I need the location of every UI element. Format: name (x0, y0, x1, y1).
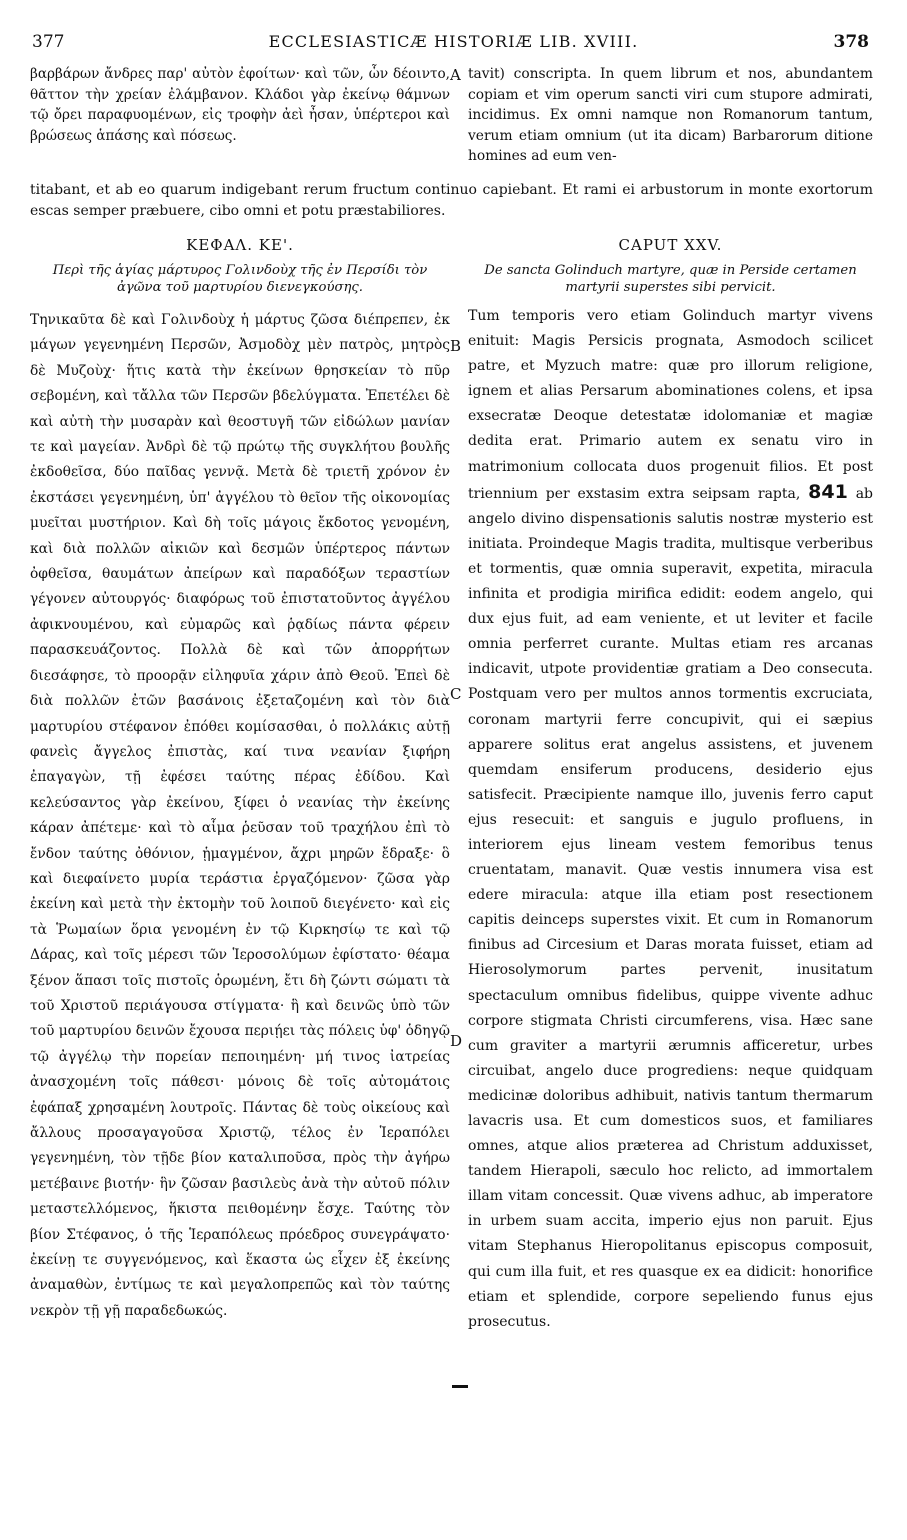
greek-top-paragraph: βαρβάρων ἄνδρες παρ' αὐτὸν ἐφοίτων· καὶ τῶν, ὧν δέοιντο, θᾶττον τὴν χρείαν ἐλάμβανον. Κλάδοι γὰρ ἐκείνῳ θάμνων τῷ ὄρει παραφυομένων, εἰς τροφὴν ἀεὶ ἦσαν, ὑπέρτεροι καὶ βρώσεως ἁπάσης καὶ πόσεως. (30, 66, 450, 144)
running-header (0, 32, 907, 56)
greek-body-paragraph: Τηνικαῦτα δὲ καὶ Γολινδοὺχ ἡ μάρτυς ζῶσα διέπρεπεν, ἐκ μάγων γεγενημένη Περσῶν, Ἀσμοδὸχ μὲν πατρὸς, μητρὸς δὲ Μυζοὺχ· ἥτις κατὰ τὴν ἐκείνων θρησκείαν τὸ πῦρ σεβομένη, καὶ τἄλλα τῶν Περσῶν βδελύγματα. Ἐπετέλει δὲ καὶ αὐτὴ τὴν μυσαρὰν καὶ θεοστυγῆ τῶν εἰδώλων μανίαν τε καὶ μαγείαν. Ἀνδρὶ δὲ τῷ πρώτῳ τῆς συγκλήτου βουλῆς ἐκδοθεῖσα, δύο παῖδας γεννᾷ. Μετὰ δὲ τριετῆ χρόνον ἐν ἐκστάσει γεγενημένη, ὑπ' ἀγγέλου τὸ θεῖον τῆς οἰκονομίας μυεῖται μυστήριον. Καὶ δὴ τοῖς μάγοις ἔκδοτος γενομένη, καὶ διὰ πολλῶν αἰκιῶν καὶ δεσμῶν ὑπέρτερος πάντων ὀφθεῖσα, θαυμάτων ἀπείρων καὶ παραδόξων τεραστίων γέγονεν αὐτουργός· διαφόρως τοῦ ἐπιστατοῦντος ἀγγέλου ἀφικνουμένου, καὶ εὐμαρῶς καὶ ῥᾳδίως πάντα φέρειν παρασκευάζοντος. Πολλὰ δὲ καὶ τῶν ἀπορρήτων διεσάφησε, τὸ προορᾷν εἰληφυῖα χάριν ἀπὸ Θεοῦ. Ἐπεὶ δὲ διὰ πολλῶν ἐτῶν βασάνοις ἐξεταζομένη καὶ τὸν διὰ μαρτυρίου στέφανον ἐπόθει κομίσασθαι, ὁ πολλάκις αὐτῇ φανεὶς ἄγγελος ἐπιστὰς, καί τινα νεανίαν ξιφήρη ἐπαγαγὼν, τῇ ἐφέσει ταύτης πέρας ἐδίδου. Καὶ κελεύσαντος γὰρ ἐκείνου, ξίφει ὁ νεανίας τὴν ἐκείνης κάραν ἀπέτεμε· καὶ τὸ αἷμα ῥεῦσαν τοῦ τραχήλου ἐπὶ τὸ ἔνδον ταύτης ὀθόνιον, ᾑμαγμένον, ἄχρι μηρῶν ἔδραξε· ὃ καὶ διεφαίνετο μυρία τεράστια ἐργαζόμενον· ζῶσα γὰρ ἐκείνη καὶ μετὰ τὴν ἐκτομὴν τοῦ λοιποῦ διεγένετο· καὶ εἰς τὰ Ῥωμαίων ὅρια γενομένη ἐν τῷ Κιρκησίῳ τε καὶ τῷ Δάρας, καὶ τοῖς μέρεσι τῶν Ἱεροσολύμων ἐφίστατο· θέαμα ξένον ἅπασι τοῖς πιστοῖς ὁρωμένη, ἔτι δὴ ζώντι σώματι τὰ τοῦ Χριστοῦ περιάγουσα στίγματα· ἣ καὶ δεινῶς ὑπὸ τῶν τοῦ μαρτυρίου δεινῶν ἔχουσα περιῄει τὰς πόλεις ὑφ' ὁδηγῷ τῷ ἀγγέλῳ τὴν πορείαν πεποιημένη· μή τινος ἰατρείας ἀνασχομένη τοῖς πάθεσι· μόνοις δὲ τοῖς αὐτομάτοις ἐφάπαξ χρησαμένη λουτροῖς. Πάντας δὲ τοὺς οἰκείους καὶ ἄλλους προσαγαγοῦσα Χριστῷ, τέλος ἐν Ἱεραπόλει γεγενημένη, τὸν τῇδε βίον καταλιποῦσα, πρὸς τὴν ἀγήρω μετέβαινε βιοτήν· ἣν ζῶσαν βασιλεὺς ἀνὰ τὴν αὐτοῦ πόλιν μεταστελλόμενος, ἥκιστα πειθομένην ἔσχε. Ταύτης τὸν βίον Στέφανος, ὁ τῆς Ἱεραπόλεως πρόεδρος συνεγράψατο· ἐκείνῃ τε συγγενόμενος, καὶ ἕκαστα ὡς εἶχεν ἐξ ἐκείνης ἀναμαθὼν, ἐντίμως τε καὶ μεγαλοπρεπῶς καὶ τὸν ταύτης νεκρὸν τῇ γῇ παραδεδωκώς. (30, 312, 450, 1319)
greek-chapter-summary: Περὶ τῆς ἁγίας μάρτυρος Γολινδοὺχ τῆς ἐν Περσίδι τὸν ἀγῶνα τοῦ μαρτυρίου διενεγκούσης. (52, 263, 428, 295)
page-number-left: 377 (32, 32, 65, 52)
latin-column-top (468, 64, 873, 167)
section-marker-a: A (450, 66, 461, 84)
latin-full-width-continuation: titabant, et ab eo quarum indigebant rerum fructum continuo capiebant. Et rami ei arbustorum in monte exortorum escas semper præbuere, cibo omni et potu præstabiliores. (30, 182, 873, 219)
latin-column-body (468, 304, 873, 1335)
greek-column-top (30, 64, 450, 146)
section-marker-c: C (450, 685, 462, 703)
margin-column-number: 841 (808, 480, 848, 503)
page-number-right: 378 (833, 32, 869, 52)
latin-top-paragraph: tavit) conscripta. In quem librum et nos, abundantem copiam et vim operum sancti viri cum stupore admirati, incidimus. Ex omni namque non Romanorum tantum, verum etiam omnium (ut ita dicam) Barbarorum ditione homines ad eum ven- (468, 66, 873, 164)
section-marker-d: D (450, 1032, 463, 1050)
section-marker-b: B (450, 337, 462, 355)
greek-chapter-heading: ΚΕΦΑΛ. ΚΕ'. (186, 236, 294, 254)
latin-body-part-2: ab angelo divino dispensationis salutis nostræ mysterio est initiata. Proindeque Magis tradita, multisque verberibus et tormentis, quæ omnia superavit, expetita, miracula infinita et prodigia mirifica edidit: eodem angelo, qui dux ejus fuit, ad eam veniente, et ut leviter et facile omnia perferret curante. Multas etiam res arcanas indicavit, utpote providentiæ gratiam a Deo consecuta. Postquam vero per multos annos tormentis excruciata, coronam martyrii ferre concupivit, qui ei sæpius apparere solitus erat angelus assistens, et juvenem quemdam ensiferum producens, desiderio ejus satisfecit. Præcipiente namque illo, juvenis ferro caput ejus resecuit: et sanguis e jugulo profluens, in interiorem ejus lineam vestem femoribus tenus cruentatam, manavit. Quæ vestis innumera visa est edere miracula: atque illa etiam post resectionem capitis deinceps superstes vixit. Et cum in Romanorum finibus ad Circesium et Daras morata fuisset, etiam ad Hierosolymorum partes pervenit, inusitatum spectaculum omnibus fidelibus, quippe vivente adhuc corpore stigmata Christi circumferens, visa. Hæc sane cum graviter a martyrii ærumnis afficeretur, urbes circuibat, angelo duce progrediens: neque quidquam medicinæ doloribus adhibuit, nativis tantum thermarum lavacris usa. Et cum domesticos suos, et familiares omnes, atque alios præterea ad Christum adduxisset, tandem Hierapoli, sæculo hoc relicto, ad immortalem illam vitam concessit. Quæ vivens adhuc, ab imperatore in urbem suam accita, imperio ejus non paruit. Ejus vitam Stephanus Hieropolitanus episcopus composuit, qui cum illa fuit, et res quasque ex ea didicit: honorifice etiam et splendide, corpore sepeliendo funus ejus prosecutus. (468, 485, 874, 1330)
latin-chapter-heading: CAPUT XXV. (618, 236, 723, 254)
running-title: ECCLESIASTICÆ HISTORIÆ LIB. XVIII. (268, 32, 639, 51)
latin-body-part-1: Tum temporis vero etiam Golinduch martyr vivens enituit: Magis Persicis prognata, Asmodoch scilicet patre, et Myzuch matre: quæ pro illorum religione, ignem et alias Persarum abominationes colens, et ipsa exsecratæ Deoque detestatæ idolomaniæ et magiæ dedita erat. Primario autem ex senatu viro in matrimonium collocata duos progenuit filios. Et post triennium per exstasim extra seipsam rapta, (468, 308, 873, 502)
latin-chapter-summary: De sancta Golinduch martyre, quæ in Perside certamen martyrii superstes sibi pervicit. (484, 263, 857, 295)
end-rule (452, 1385, 468, 1388)
greek-column-body (30, 308, 450, 1324)
latin-body-paragraph (468, 304, 873, 1335)
